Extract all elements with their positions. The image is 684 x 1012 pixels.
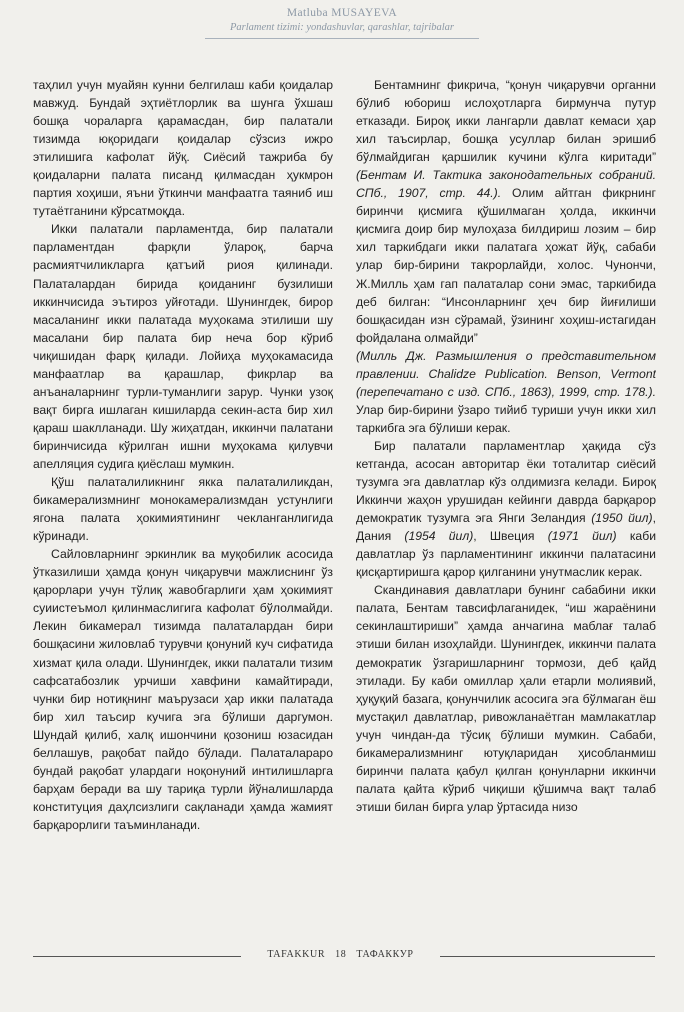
left-column xyxy=(33,76,333,926)
footer-journal-latin: TAFAKKUR xyxy=(267,949,326,960)
page-number: 18 xyxy=(335,949,347,960)
right-column xyxy=(356,76,656,926)
paragraph: Сайловларнинг эркинлик ва муқобилик асосида ўтказилиши ҳамда қонун чиқарувчи мажлиснинг ўз қарорлари учун тўлиқ жавобгарлиги ҳам ҳокимият суиистеъмол қилинмаслигига кафолат бўлолмайди. Лекин бикамерал тизимда палаталардан бири бошқасини жиловлаб турувчи қонуний куч сифатида хизмат қила олади. Шунингдек, икки палатали тизим сафсатабозлик урчиши хавфини камайтиради, чунки бир нотиқнинг маърузаси ҳар икки палатада бир хил таъсир кучига эга бўлиши даргумон. Шундай қилиб, халқ ишончини қозониш юзасидан беллашув, рақобат пайдо бўлади. Палаталараро бундай рақобат улардаги ноқонуний интилишларга барҳам беради ва шу тариқа турли йўналишларда конституция даҳлсизлиги сақланади ҳамда жамият барқарорлиги таъминланади. xyxy=(33,547,333,832)
paragraph-text: , Дания xyxy=(356,511,656,544)
paragraph: Икки палатали парламентда, бир палатали парламентдан фарқли ўлароқ, барча расмиятчиликларга қатъий риоя қилинади. Палаталардан бирида қоиданинг бузилиши иккинчисида эътироз уйғотади. Шунингдек, бирор масаланинг икки палатада муҳокама этилиши шу масалани бир палата бир неча бор кўриб чиқишидан фарқ қилади. Лойиҳа муҳокамасида манфаатлар ва қарашлар, фикрлар ва анъаналарнинг турли-туманлиги зарур. Чунки узоқ вақт бирга ишлаган кишиларда секин-аста бир хил қараш шаклланади. Шу жиҳатдан, иккинчи палатани биринчисида кўрилган ишни муҳокама қилувчи апелляция судига қиёслаш мумкин. xyxy=(33,222,333,471)
paragraph-text: Бентамнинг фикрича, “қонун чиқарувчи органни бўлиб юбориш ислоҳотларга бирмунча путур етказади. Бироқ икки лангарли давлат кемаси ҳар хил таъсирлар, бошқа усуллар билан эришиб бўлмайдиган қаршилик кучини кўлга киритади” xyxy=(356,78,656,165)
header-rule xyxy=(205,38,479,39)
paragraph-text: , Швеция xyxy=(473,529,548,544)
paragraph: Скандинавия давлатлари бунинг сабабини икки палата, Бентам тавсифлаганидек, “иш жараёнини секинлаштириши” ҳамда анчагина маблағ талаб этиши билан изоҳлайди. Шунингдек, иккинчи палата демократик ўзгаришларнинг тормози, деб қайд этилади. Бу каби омиллар ҳали етарли молиявий, ҳуқуқий базага, қонунчилик асосига эга бўлмаган ёш мустақил давлатлар, ривожланаётган мамлакатлар учун чиндан-да тўсиқ бўлиши мумкин. Сабаби, бикамерализмнинг ютуқларидан ҳисобланмиш биринчи палата қабул қилган қонунларни иккинчи палата қайта кўриб чиқиши қўшимча вақт талаб этиши билан бирга улар ўртасида низо xyxy=(356,583,656,814)
paragraph-text: Улар бир-бирини ўзаро тийиб туриши учун икки хил таркибга эга бўлиши керак. xyxy=(356,402,656,435)
reference-citation: (Бентам И. Тактика законодательных собраний. СПб., 1907, стр. 44.). xyxy=(356,168,656,201)
year-note: (1950 йил) xyxy=(591,511,653,526)
footer-rule-left xyxy=(33,956,241,957)
running-header-author: Matluba MUSAYEVA xyxy=(286,7,398,19)
paragraph-text: Олим айтган фикрнинг биринчи қисмига қўшилмаган ҳолда, иккинчи қисмига доир бир мулоҳаза билдириш лозим – бир хил таркибдаги икки палатага ҳожат йўқ, сабаби улар бир-бирини такрорлайди, холос. Чунончи, Ж.Милль ҳам гап палаталар сони эмас, таркибида деб билган: “Инсонларнинг ҳеч бир йиғилиши бошқасидан изн сўрамай, ўзининг хоҳиш-истагидан фойдалана олмайди” xyxy=(356,186,656,345)
paragraph xyxy=(356,76,656,347)
reference-citation: (Милль Дж. Размышления о представительном правлении. Chalidze Publication. Benson, Vermont (перепечатано с изд. СПб., 1863), 1999, стр. 178.). xyxy=(356,348,656,399)
paragraph xyxy=(356,437,656,581)
paragraph-text: Бир палатали парламентлар ҳақида сўз кетганда, асосан авторитар ёки тоталитар сиёсий тузумга эга давлатлар кўз олдимизга келади. Бироқ Иккинчи жаҳон урушидан кейинги даврда барқарор демократик тузумга эга Янги Зеландия xyxy=(356,438,656,526)
paragraph xyxy=(356,347,656,437)
paragraph: таҳлил учун муайян кунни белгилаш каби қоидалар мавжуд. Бундай эҳтиётлорлик ва шунга ўхшаш бошқа чораларга қарамасдан, бир палатали тизимда юқоридаги қоидалар сўзсиз ижро этилишига кафолат йўқ. Сиёсий тажриба бу қоидаларни палата писанд қилмасдан ҳукмрон партия хоҳиши, яъни ўткинчи манфаатга таяниб иш тутаётганини кўрсатмоқда. xyxy=(33,78,333,219)
paragraph: Қўш палаталиликнинг якка палаталиликдан, бикамерализмнинг монокамерализмдан устунлиги ягона палата ҳокимиятининг чекланганлигида кўринади. xyxy=(33,475,333,544)
footer-journal-cyrillic: ТАФАККУР xyxy=(356,949,414,960)
year-note: (1954 йил) xyxy=(404,529,474,544)
paragraph-text: каби давлатлар ўз парламентининг иккинчи палатасини қисқартиришга қарор қилганини унутмаслик керак. xyxy=(356,529,656,580)
footer xyxy=(241,949,440,960)
running-header-title: Parlament tizimi: yondashuvlar, qarashlar, tajribalar xyxy=(229,22,454,33)
footer-rule-right xyxy=(440,956,655,957)
year-note: (1971 йил) xyxy=(547,529,617,544)
